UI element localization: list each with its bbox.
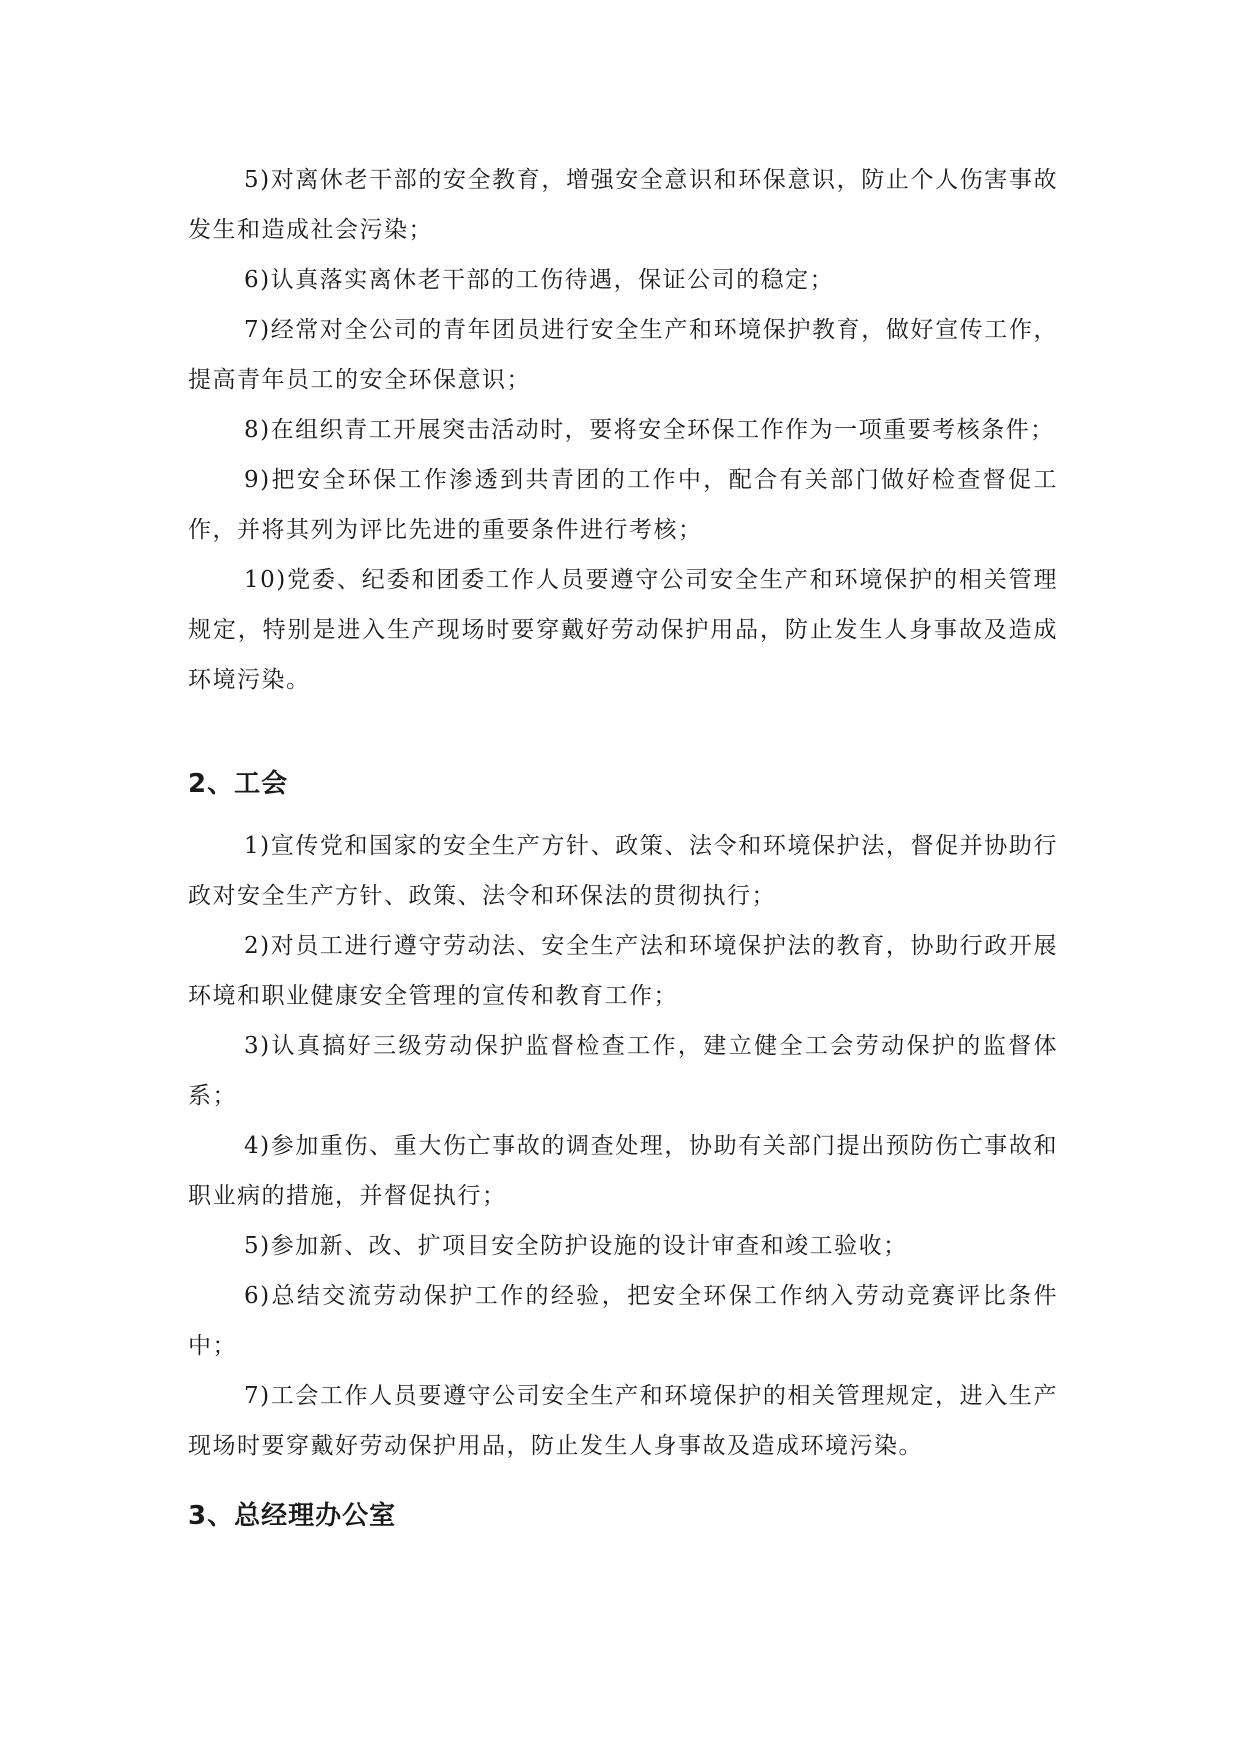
- paragraph-item-6: 6)总结交流劳动保护工作的经验，把安全环保工作纳入劳动竞赛评比条件中；: [188, 1283, 1058, 1359]
- paragraph-item-5: 5)参加新、改、扩项目安全防护设施的设计审查和竣工验收；: [244, 1233, 908, 1259]
- section-heading-trade-union: 2、工会: [188, 769, 289, 799]
- section-party-committee-items: [188, 155, 1058, 705]
- paragraph-item-6: 6)认真落实离休老干部的工伤待遇，保证公司的稳定；: [244, 267, 835, 293]
- paragraph-item-4: 4)参加重伤、重大伤亡事故的调查处理，协助有关部门提出预防伤亡事故和职业病的措施，并督促执行；: [188, 1133, 1058, 1209]
- paragraph-item-8: 8)在组织青工开展突击活动时，要将安全环保工作作为一项重要考核条件；: [244, 417, 1055, 443]
- paragraph-item-2: 2)对员工进行遵守劳动法、安全生产法和环境保护法的教育，协助行政开展环境和职业健康安全管理的宣传和教育工作；: [188, 933, 1058, 1009]
- document-page: [188, 155, 1058, 1541]
- paragraph-item-5: 5)对离休老干部的安全教育，增强安全意识和环保意识，防止个人伤害事故发生和造成社会污染；: [188, 167, 1058, 243]
- paragraph-item-7: 7)经常对全公司的青年团员进行安全生产和环境保护教育，做好宣传工作，提高青年员工的安全环保意识；: [188, 317, 1058, 393]
- spacer: [188, 809, 1058, 821]
- paragraph-item-10: 10)党委、纪委和团委工作人员要遵守公司安全生产和环境保护的相关管理规定，特别是进入生产现场时要穿戴好劳动保护用品，防止发生人身事故及造成环境污染。: [188, 567, 1058, 693]
- paragraph-item-9: 9)把安全环保工作渗透到共青团的工作中，配合有关部门做好检查督促工作，并将其列为评比先进的重要条件进行考核；: [188, 467, 1058, 543]
- spacer: [188, 1471, 1058, 1491]
- spacer: [188, 705, 1058, 759]
- section-heading-gm-office: 3、总经理办公室: [188, 1501, 397, 1531]
- paragraph-item-3: 3)认真搞好三级劳动保护监督检查工作，建立健全工会劳动保护的监督体系；: [188, 1033, 1058, 1109]
- paragraph-item-1: 1)宣传党和国家的安全生产方针、政策、法令和环境保护法，督促并协助行政对安全生产方针、政策、法令和环保法的贯彻执行；: [188, 833, 1058, 909]
- section-trade-union-items: [188, 821, 1058, 1471]
- paragraph-item-7: 7)工会工作人员要遵守公司安全生产和环境保护的相关管理规定，进入生产现场时要穿戴好劳动保护用品，防止发生人身事故及造成环境污染。: [188, 1383, 1058, 1459]
